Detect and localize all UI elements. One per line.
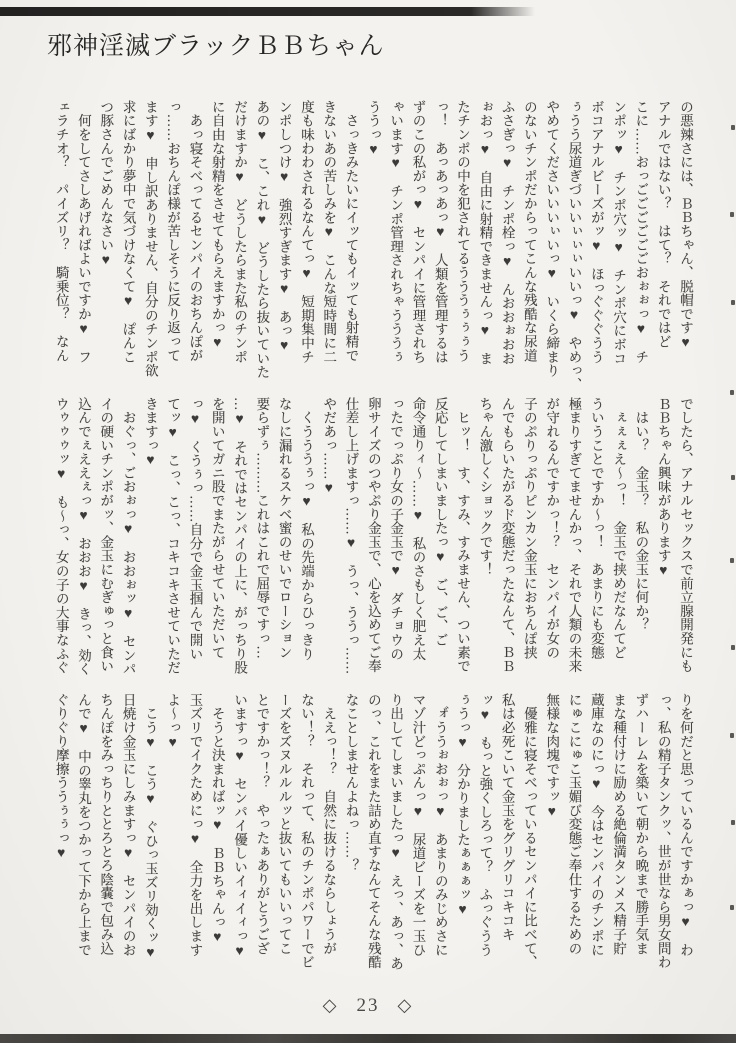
- text-column: ええっ！？ 自然に抜けるならしょうが: [321, 693, 337, 956]
- text-column: ボコアナルビーズがッ♥ ほっぐぐぐうう: [588, 100, 604, 364]
- text-column: …♥ それではセンパイの上に、がっちり股: [232, 397, 248, 675]
- text-column: こに……おっごごごごごごおぉぉっ♥ チ: [633, 100, 649, 364]
- text-column: っ、私の精子タンクッ、世が世なら男女問わ: [655, 693, 671, 969]
- text-column: 子のぷりっぷりピンカン金玉におちんぽ挟: [521, 397, 537, 660]
- text-column: あの♥ こ、これ♥ どうしたら抜いていた: [254, 100, 270, 379]
- text-column: ずのこの私がっ♥ センパイに管理されち: [410, 100, 426, 364]
- scan-artifact-speck: [730, 733, 734, 738]
- text-column: ぅうう尿道ぎづいいぃぃぃいいっ♥ やめっ、: [566, 100, 582, 392]
- text-column: ぇぇぇえ～っ！ 金玉で挟めだなんてど: [611, 397, 627, 660]
- text-column: ううっ♥: [365, 100, 381, 157]
- scan-artifact-speck: [730, 212, 734, 217]
- text-column: 私は必死こいて金玉をグリグリコキコキ: [499, 693, 515, 942]
- page-footer: [0, 995, 736, 1017]
- scan-bottom-edge-bar: [0, 1034, 736, 1043]
- text-column: 日焼け金玉にしみますっ♥ センパイのお: [120, 693, 136, 957]
- text-column: 何をしてさしあげればよいですか♥ フ: [75, 100, 91, 364]
- text-column: まな種付けに励める絶倫満タンメス精子貯: [611, 693, 627, 956]
- text-column: あっ寝そべってるセンパイのおちんぽが: [187, 100, 203, 363]
- text-column: ェラチオ？ パイズリ？ 騎乗位？ なん: [53, 100, 69, 363]
- text-column: んでもらいたがるド変態だったなんて、ＢＢ: [499, 397, 515, 673]
- text-column: たチンポの中を犯されてるうううぅぅぅう: [455, 100, 471, 363]
- scan-artifact-speck: [731, 300, 735, 305]
- text-column: こう♥ こう♥ ぐひっ玉ズリ効くッ♥: [142, 693, 158, 960]
- text-column: きないあの苦しみを♥ こんな短時間に二: [321, 100, 337, 364]
- text-column: ない！？ それって、私のチンポパワーでビ: [298, 693, 314, 969]
- text-column: とですかっ！？ やったぁありがとうござ: [254, 693, 270, 956]
- text-column: のないチンポだからってこんな残酷な尿道: [521, 100, 537, 363]
- text-column: り出してしまいましたっ♥ えっ、あっ、あ: [388, 693, 404, 971]
- scan-artifact-speck: [731, 820, 735, 825]
- text-column: んで♥ 中の睾丸をつかって下から上まで: [75, 693, 91, 957]
- text-column: ぉおっ♥ 自由に射精できませんっ♥ ま: [477, 100, 493, 366]
- text-column: 玉ズリでイクためにっ♥ 全力を出します: [187, 693, 203, 957]
- text-column: が守れるんですかっ！？ センパイが女の: [544, 397, 560, 660]
- footer-diamond-right: ◇: [397, 995, 414, 1015]
- text-column: アナルではない？ はて？ それではど: [655, 100, 671, 349]
- text-column: 無様な肉塊ですッ♥: [544, 693, 560, 819]
- text-column: 求にばかり夢中で気づけなくて♥ ぽんこ: [120, 100, 136, 364]
- text-column: さっきみたいにイッてもイッても射精で: [343, 100, 359, 363]
- text-column: そうと決まればッ♥ ＢＢちゃんっ♥: [209, 693, 225, 945]
- scan-artifact-speck: [731, 475, 735, 480]
- text-column: マゾ汁どっぷんっ♥ 尿道ビーズを一玉ひ: [410, 693, 426, 957]
- text-column: 仕差し上げますっ……♥ うっ、ううっ……: [343, 397, 359, 675]
- text-column: はい？ 金玉？ 私の金玉に何か？: [633, 397, 649, 632]
- text-column: ふさぎっ♥ チンポ栓っ♥ んおおぉおお: [499, 100, 515, 366]
- text-column: ンポッ♥ チンポ穴ッ♥ チンポ穴にボコ: [611, 100, 627, 366]
- footer-diamond-left: ◇: [322, 995, 339, 1015]
- text-column: だけますか♥ どうしたらまた私のチンポ: [232, 100, 248, 364]
- text-column: きますっ♥: [142, 397, 158, 468]
- text-column: ぅうっ♥ 分かりましたぁぁぁッ♥: [455, 693, 471, 917]
- scan-artifact-speck: [730, 558, 734, 563]
- text-column: ちゃん激しくショックです！: [477, 397, 493, 577]
- text-column: っ……おちんぽ様が苦しそうに反り返って: [165, 100, 181, 363]
- text-column: くうううぅっ♥ 私の先端からひっきり: [298, 397, 314, 661]
- text-column: ォ゙ううぉおぉっ♥ あまりのみじめさに: [432, 693, 448, 957]
- text-column: よ～っ♥: [165, 693, 181, 750]
- text-column: やめてくださいいいぃいっ♥ いくら締まり: [544, 100, 560, 378]
- text-column: ーズをズヌルルルッと抜いてもいいってこ: [276, 693, 292, 956]
- text-column: りを何だと思っているんですかぁっ♥ わ: [678, 693, 693, 957]
- text-column: 優雅に寝そべっているセンパイに比べて、: [521, 693, 537, 969]
- text-column: のっ、これをまた詰め直すなんてそんな残酷: [365, 693, 381, 969]
- text-column: ったでっぷり女の子金玉で♥ ダチョウの: [388, 397, 404, 661]
- text-column: ヒッ！ す、すみ、すみません、つい素で: [455, 397, 471, 673]
- text-column: ゃいます♥ チンポ管理されちゃうううぅ: [388, 100, 404, 364]
- text-band-3: [48, 693, 696, 985]
- text-column: 卵サイズのつやぷり金玉で、心を込めてご奉: [365, 397, 381, 673]
- text-column: 蔵庫なのにっ♥ 今はセンパイのチンポに: [588, 693, 604, 957]
- scan-top-edge-bar: [0, 7, 535, 16]
- text-band-2: [48, 397, 696, 689]
- scan-artifact-speck: [731, 645, 735, 650]
- text-column: なことしませんよねっ……？: [343, 693, 359, 873]
- title-rule: [0, 62, 736, 69]
- scan-artifact-speck: [730, 905, 734, 910]
- text-column: の悪辣さには、ＢＢちゃん、脱帽です♥: [678, 100, 693, 350]
- text-column: ます♥ 申し訳ありません、自分のチンポ欲: [142, 100, 158, 378]
- text-column: ンポしつけ♥ 強烈すぎます♥ あっ♥: [276, 100, 292, 353]
- scan-artifact-speck: [730, 390, 734, 395]
- text-column: を開いてガニ股でまたがらせていただいて: [209, 397, 225, 660]
- text-column: に自由な射精をさせてもらえますかっ♥: [209, 100, 225, 350]
- text-column: 込んでぇええぇっ♥ おおお♥ きっ、効く: [75, 397, 91, 676]
- text-column: ぐりぐり摩擦ううぅぅっ♥: [53, 693, 69, 861]
- text-column: っ♥ くうぅっ……自分で金玉掴んで開い: [187, 397, 203, 661]
- text-column: 要らずぅ………これはこれで屈辱ですっ…: [254, 397, 270, 660]
- text-column: 度も味わわされるなんてっ♥ 短期集中チ: [298, 100, 314, 364]
- text-column: てッ♥ こっ、こっ、コキコキさせていただ: [165, 397, 181, 675]
- text-column: ッ♥ もっと強くしろって？ ふっぐうう: [477, 693, 493, 957]
- text-column: にゅこにゅこ玉媚び変態ご奉仕するための: [566, 693, 582, 956]
- text-column: ウゥゥゥッ♥ も～っ、女の子の大事なふぐ: [53, 397, 69, 675]
- text-column: やだあっ……♥: [321, 397, 337, 496]
- text-column: ＢＢちゃん興味があります♥: [655, 397, 671, 578]
- text-column: 極まりすぎてませんかっ、それで人類の未来: [566, 397, 582, 673]
- text-column: ちんぽをみっちりととろとろ陰嚢で包み込: [98, 693, 114, 956]
- text-column: いますっ♥ センパイ優しいイィイィっ♥: [232, 693, 248, 959]
- text-column: 命令通りィ～……♥ 私のさもしく肥え太: [410, 397, 426, 661]
- text-column: おぐっ、ごおぉっ♥ おおぉッ♥ センパ: [120, 397, 136, 676]
- text-column: 反応してしまいましたっ♥ ご、ご、ご: [432, 397, 448, 647]
- text-band-1: [48, 100, 696, 392]
- scan-artifact-speck: [731, 125, 735, 130]
- text-column: イの硬いチンポがッ、金玉にむぎゅっと食い: [98, 397, 114, 673]
- text-column: ういうことですか～っ！ あまりにも変態: [588, 397, 604, 660]
- page-number: 23: [356, 995, 380, 1016]
- text-column: つ豚さんでごめんなさい♥: [98, 100, 114, 268]
- page-title: 邪神淫滅ブラックＢＢちゃん: [47, 33, 385, 60]
- text-column: ずハーレムを築いて朝から晩まで勝手気ま: [633, 693, 649, 956]
- text-column: でしたら、アナルセックスで前立腺開発にも: [678, 397, 693, 673]
- text-column: っ！ あっあっあっ♥ 人類を管理するは: [432, 100, 448, 364]
- text-column: なしに漏れるスケベ蜜のせいでローション: [276, 397, 292, 660]
